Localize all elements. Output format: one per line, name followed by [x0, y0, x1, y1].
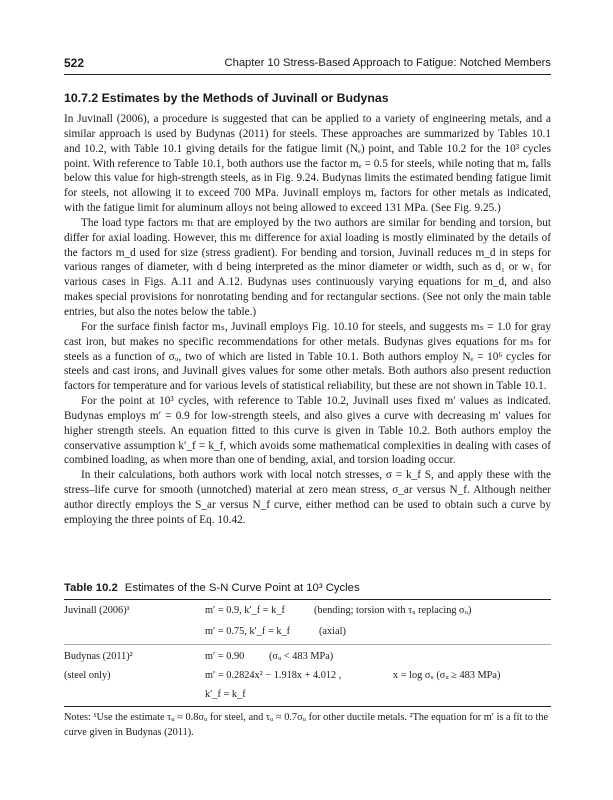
table-notes: Notes: ¹Use the estimate τᵤ ≈ 0.8σᵤ for steel, and τᵤ ≈ 0.7σᵤ for other ductile metals. ²The equation for m′ is a fit to the curve given in Budynas (2011).: [64, 712, 549, 738]
table-label: Table 10.2: [64, 582, 118, 594]
paragraph-2: The load type factors mₜ that are employed by the two authors are similar for bending and torsion, but differ for axial loading. However, this mₜ difference for axial loading is mostly eliminated by the details of the factors m_d used for size (stress gradient). For bending and torsion, Juvinall reduces m_d in steps for various ranges of diameter, with d being interpreted as the minor diameter or width, such as d₁ or w₁ for various cases in Figs. A.11 and A.12. Budynas uses continuously varying equations for m_d, and also makes special provisions for nonrotating bending and for rectangular sections. (See not only the main table entries, but also the notes below the table.): [64, 216, 551, 318]
row-expression: m′ = 0.75, k′_f = k_f: [205, 626, 291, 637]
row-note: (axial): [319, 626, 346, 637]
row-expression: m′ = 0.2824x² − 1.918x + 4.012 ,: [205, 670, 342, 681]
table-divider: [64, 644, 551, 645]
row-source: (steel only): [64, 670, 111, 681]
table-bottom-rule: [64, 706, 551, 707]
table-top-rule: [64, 599, 551, 600]
row-note: (σᵤ < 483 MPa): [269, 651, 334, 662]
table-caption: [64, 582, 360, 594]
row-expression: k′_f = k_f: [205, 689, 246, 700]
row-note: x = log σᵤ (σᵤ ≥ 483 MPa): [393, 670, 501, 681]
section-heading: 10.7.2 Estimates by the Methods of Juvinall or Budynas: [64, 91, 389, 105]
paragraph-4: For the point at 10³ cycles, with reference to Table 10.2, Juvinall uses fixed m′ values as indicated. Budynas employs m′ = 0.9 for low-strength steels, and also gives a curve with decreasing m′ values for higher strength steels. An equation fitted to this curve is given in Table 10.2. Both authors employ the conservative assumption k′_f = k_f, which avoids some mathematical complexities in dealing with cases of combined loading, as when more than one of bending, axial, and torsion loading occur.: [64, 395, 551, 467]
running-header: [64, 56, 551, 74]
row-note: (bending; torsion with τᵤ replacing σᵤ): [314, 605, 472, 616]
row-source: Juvinall (2006)¹: [64, 605, 130, 616]
table-title: Estimates of the S-N Curve Point at 10³ Cycles: [124, 582, 360, 594]
paragraph-5: In their calculations, both authors work with local notch stresses, σ = k_f S, and apply these with the stress–life curve for smooth (unnotched) material at zero mean stress, σ_ar versus N_f. Although neither author directly employs the S_ar versus N_f curve, either method can be used to obtain such a curve by employing the three points of Eq. 10.42.: [64, 469, 551, 526]
row-expression: m′ = 0.9, k′_f = k_f: [205, 605, 285, 616]
row-expression: m′ = 0.90: [205, 651, 245, 662]
row-source: Budynas (2011)²: [64, 651, 133, 662]
body-text: [64, 112, 551, 528]
book-page: [64, 0, 551, 800]
running-title: Chapter 10 Stress-Based Approach to Fatigue: Notched Members: [224, 57, 551, 69]
paragraph-3: For the surface finish factor mₛ, Juvinall employs Fig. 10.10 for steels, and suggests mₛ = 1.0 for gray cast iron, but makes no specific recommendations for other metals. Budynas gives equations for mₛ for steels as a function of σᵤ, two of which are listed in Table 10.1. Both authors employ Nₑ = 10⁶ cycles for steels and cast irons, and Juvinall gives values for some other metals. Both authors also present reduction factors for temperature and for various levels of statistical reliability, but these are not shown in Table 10.1.: [64, 320, 551, 393]
paragraph-1: In Juvinall (2006), a procedure is suggested that can be applied to a variety of engineering metals, and a similar approach is used by Budynas (2011) for steels. These approaches are summarized by Tables 10.1 and 10.2, with Table 10.1 giving details for the fatigue limit (Nₑ) point, and Table 10.2 for the 10³ cycles point. With reference to Table 10.1, both authors use the factor mₑ = 0.5 for steels, while noting that mₑ falls below this value for high-strength steels, as in Fig. 9.24. Budynas limits the estimated bending fatigue limit for steels, not allowing it to exceed 700 MPa. Juvinall employs mₑ factors for other metals as indicated, with the fatigue limit for aluminum alloys not being allowed to exceed 131 MPa. (See Fig. 9.25.): [64, 113, 551, 215]
page-number: 522: [64, 56, 85, 70]
header-rule: [64, 74, 551, 75]
